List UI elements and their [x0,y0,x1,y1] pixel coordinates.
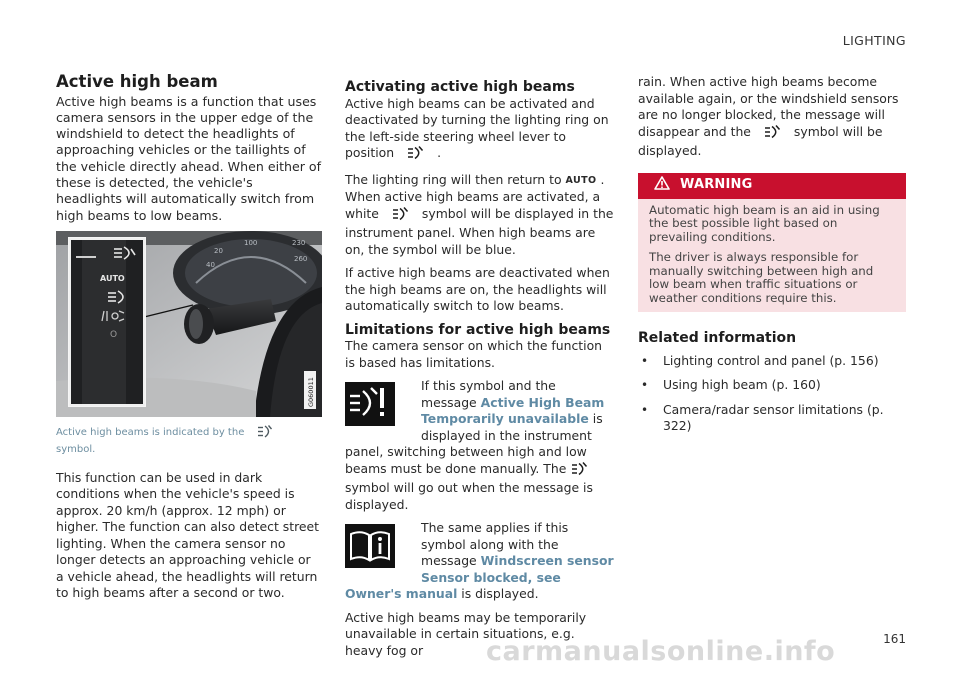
activating-period: . [437,145,442,160]
steering-lever-illustration [56,231,322,417]
symbol-displayed-end: symbol will be displayed. [638,123,883,158]
running-head: LIGHTING [842,33,906,48]
camera-message-intro: If this symbol and the message [421,378,556,410]
message-active-high-beam-unavailable: Active High Beam Temporarily unavailable [421,394,605,426]
active-high-beam-icon [572,462,587,481]
photo-caption [56,425,322,457]
active-high-beam-icon [408,146,423,165]
windscreen-message-displayed: is displayed. [461,586,539,601]
steering-lever-photo [56,231,322,417]
deactivated-paragraph: If active high beams are deactivated when the high beams are on, the headlights will automatically switch to low beams. [345,265,610,313]
camera-message-switching: is displayed in the instrument panel, switching between high and low beams must be done manually. The [345,411,603,476]
windscreen-message-intro: The same applies if this symbol along with the message [421,520,569,568]
limitation-windscreen-block [345,520,615,603]
gauge-tick-20: 20 [214,246,223,255]
limitations-intro: The camera sensor on which the function is based has limitations. [345,338,603,370]
active-high-beam-icon [765,125,780,144]
related-link-lighting-control[interactable]: • Lighting control and panel (p. 156) [638,353,906,370]
gauge-tick-40: 40 [206,260,215,269]
warning-paragraph-1: Automatic high beam is an aid in using the best possible light based on prevailing conditions. [649,202,880,244]
message-windscreen-sensor-blocked: Windscreen sensor Sensor blocked, see Owner's manual [345,553,614,601]
warning-triangle-icon [654,176,670,196]
symbol-displayed-text: symbol will be displayed in the instrument panel. When high beams are on, the symbol will be blue. [345,205,614,257]
related-link-camera-radar-limitations[interactable]: • Camera/radar sensor limitations (p. 322) [638,402,906,435]
column-2 [345,74,615,666]
page-number: 161 [883,632,906,646]
inset-auto-label: AUTO [100,273,125,283]
available-again-paragraph [638,74,906,160]
manual-info-icon [345,524,395,568]
section-title: Active high beam [56,72,218,91]
related-information-heading: Related information [638,330,797,346]
gauge-tick-100: 100 [244,238,258,247]
intro-paragraph: Active high beams is a function that uses camera sensors in the upper edge of the windshield to detect the headlights of approaching vehicles or the taillights of the vehicle directly ahead. When either of these is detected, the vehicle's headlights will automatically switch from high beams to low beams. [56,93,322,223]
caption-text-after: symbol. [56,443,96,455]
column-1 [56,74,322,609]
warning-body [638,199,906,313]
warning-title: WARNING [680,177,753,193]
auto-symbol: AUTO [565,174,597,186]
camera-message-goes-out: symbol will go out when the message is displayed. [345,480,593,512]
related-link-using-high-beam[interactable]: • Using high beam (p. 160) [638,377,906,394]
caption-text-before: Active high beams is indicated by the [56,426,245,438]
heading-activating: Activating active high beams [345,79,575,95]
heading-limitations: Limitations for active high beams [345,321,611,338]
activating-text: Active high beams can be activated and deactivated by turning the lighting ring on the left-side steering wheel lever to position [345,95,609,160]
column-3 [638,74,906,443]
active-high-beam-icon [258,425,272,443]
image-code: G060011 [307,377,315,407]
warning-header [638,173,906,199]
warning-paragraph-2: The driver is always responsible for manually switching between high and low beam when traffic situations or weather conditions require this. [649,250,874,305]
activated-text: . When active high beams are activated, a white [345,171,605,221]
related-list [638,353,906,435]
ring-return-text: The lighting ring will then return to [345,171,562,187]
limitation-camera-block [345,378,615,513]
unavailable-paragraph: Active high beams may be temporarily unavailable in certain situations, e.g. heavy fog or [345,609,587,658]
activating-paragraph-1 [345,96,615,165]
gauge-tick-230: 230 [292,238,306,247]
gauge-tick-260: 260 [294,254,308,263]
body-paragraph: This function can be used in dark conditions when the vehicle's speed is approx. 20 km/h (approx. 12 mph) or higher. The function can also detect street lighting. When the camera sensor no longer detects an approaching vehicle or a vehicle ahead, the headlights will return to high beams after a second or two. [56,469,320,601]
warning-box [638,173,906,313]
camera-sensor-warning-icon [345,382,395,426]
inset-off-label: O [110,329,118,340]
activating-paragraph-2 [345,172,615,259]
available-again-text: rain. When active high beams become available again, or the windshield sensors are no longer blocked, the message will disappear and the [638,74,899,139]
active-high-beam-icon [393,207,408,226]
watermark: carmanualsonline.info [486,636,836,667]
